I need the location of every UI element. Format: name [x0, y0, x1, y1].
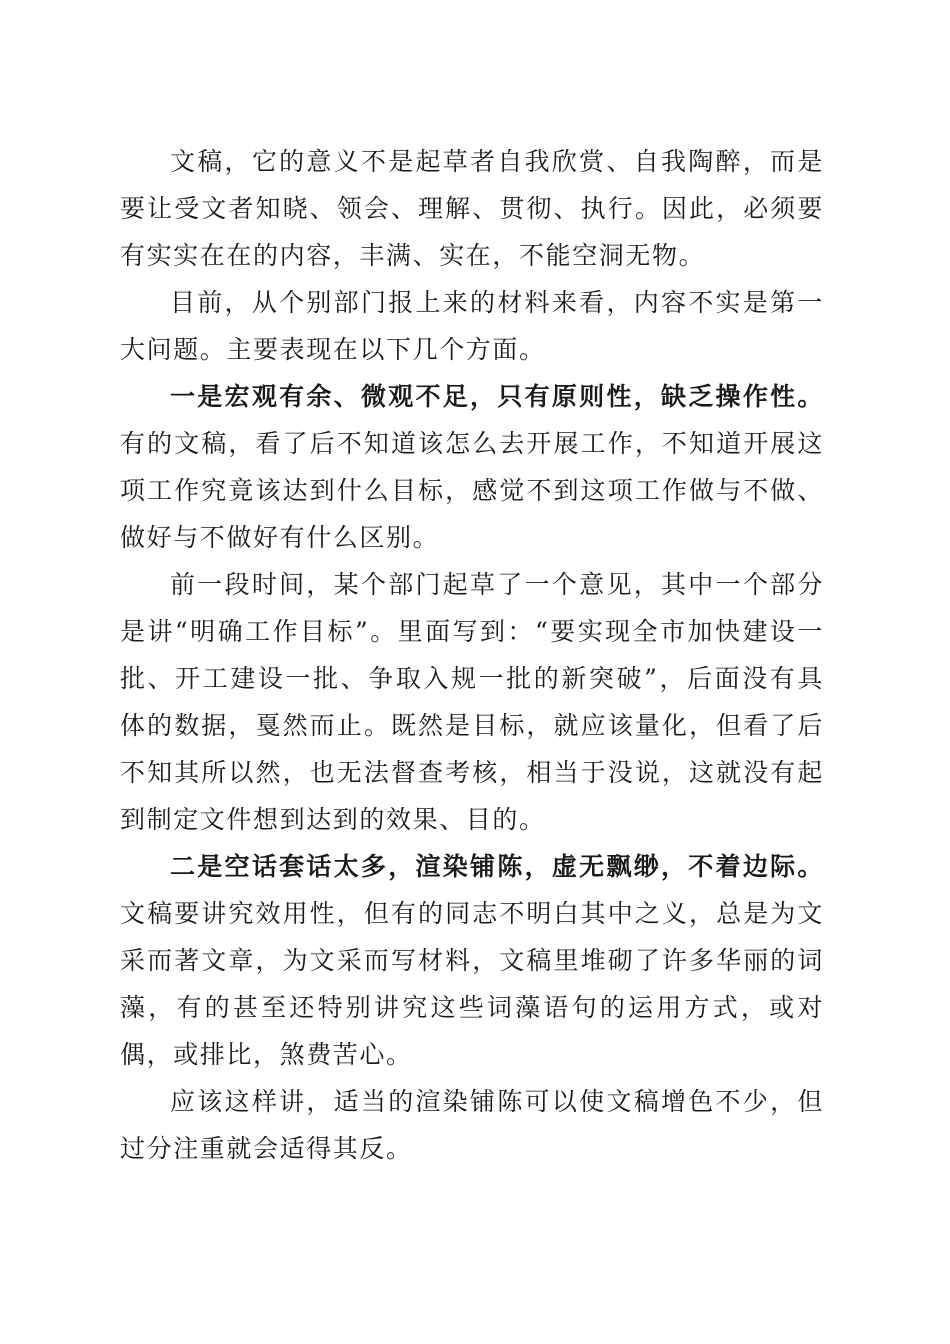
paragraph-text: 有的文稿，看了后不知道该怎么去开展工作，不知道开展这项工作究竟该达到什么目标，感觉不到这项工作做与不做、做好与不做好有什么区别。 — [120, 429, 824, 552]
paragraph-text: 文稿要讲究效用性，但有的同志不明白其中之义，总是为文采而著文章，为文采而写材料，文稿里堆砌了许多华丽的词藻，有的甚至还特别讲究这些词藻语句的运用方式，或对偶，或排比，煞费苦心。 — [120, 899, 824, 1069]
paragraph-1 — [120, 138, 824, 279]
paragraph-text: 目前，从个别部门报上来的材料来看，内容不实是第一大问题。主要表现在以下几个方面。 — [120, 288, 824, 364]
paragraph-2 — [120, 279, 824, 373]
paragraph-lead-bold: 一是宏观有余、微观不足，只有原则性，缺乏操作性。 — [170, 382, 824, 411]
paragraph-5 — [120, 843, 824, 1078]
document-body — [120, 138, 824, 1172]
paragraph-text: 前一段时间，某个部门起草了一个意见，其中一个部分是讲“明确工作目标”。里面写到：“要实现全市加快建设一批、开工建设一批、争取入规一批的新突破”，后面没有具体的数据，戛然而止。既然是目标，就应该量化，但看了后不知其所以然，也无法督查考核，相当于没说，这就没有起到制定文件想到达到的效果、目的。 — [120, 570, 824, 834]
paragraph-text: 文稿，它的意义不是起草者自我欣赏、自我陶醉，而是要让受文者知晓、领会、理解、贯彻、执行。因此，必须要有实实在在的内容，丰满、实在，不能空洞无物。 — [120, 147, 824, 270]
paragraph-4 — [120, 561, 824, 843]
paragraph-6 — [120, 1078, 824, 1172]
paragraph-3 — [120, 373, 824, 561]
paragraph-text: 应该这样讲，适当的渲染铺陈可以使文稿增色不少，但过分注重就会适得其反。 — [120, 1087, 824, 1163]
paragraph-lead-bold: 二是空话套话太多，渲染铺陈，虚无飘缈，不着边际。 — [170, 852, 824, 881]
